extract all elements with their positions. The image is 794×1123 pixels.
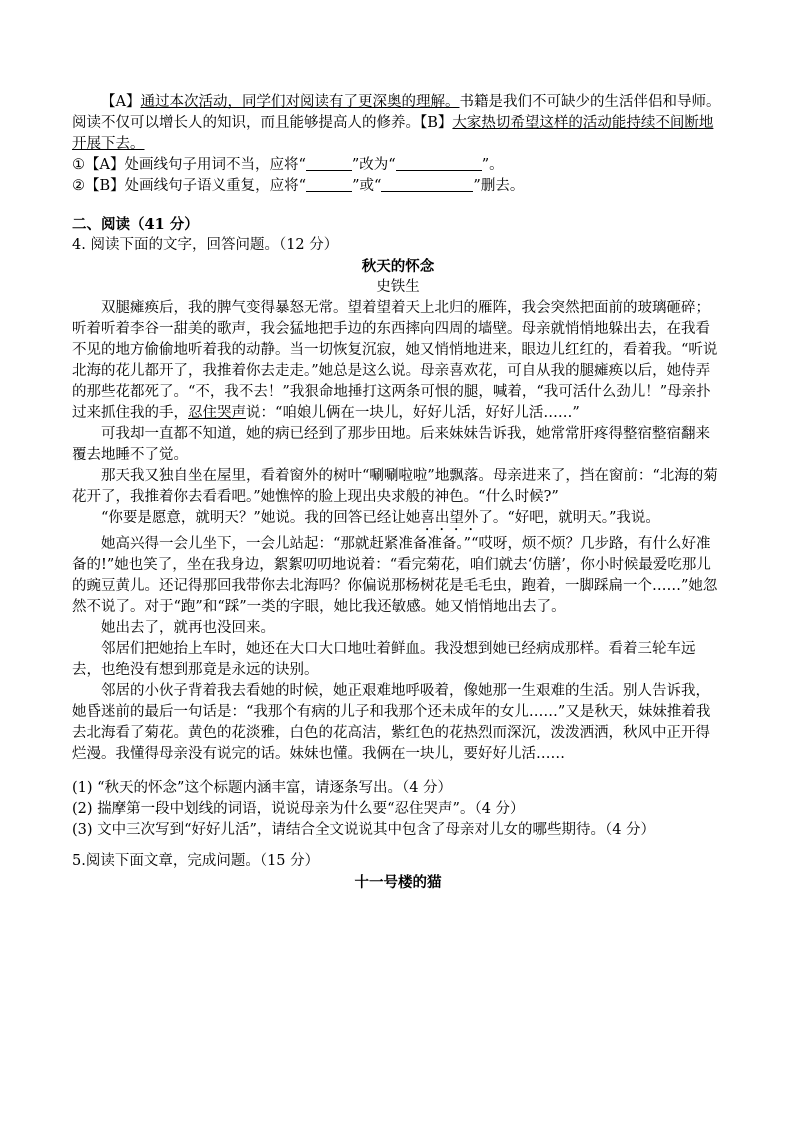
question-4-1: (1) “秋天的怀念”这个标题内涵丰富，请逐条写出。（4 分） <box>72 780 453 796</box>
section-heading: 二、阅读（41 分） <box>72 216 199 233</box>
answer-blank-2a[interactable] <box>306 177 352 192</box>
article-paragraph-2: 可我却一直都不知道，她的病已经到了那步田地。后来妹妹告诉我，她常常肝疼得整宿整宿翻来覆去地睡不了觉。 <box>72 426 710 463</box>
article-paragraph-6: 她出去了，就再也没回来。 <box>101 620 275 636</box>
document-page <box>72 92 724 893</box>
question-1-suffix: ”。 <box>481 157 504 173</box>
article-paragraph-7: 邻居们把她抬上车时，她还在大口大口地吐着鲜血。我没想到她已经病成那样。看着三轮车远去，也绝没有想到那竟是永远的诀别。 <box>72 641 696 678</box>
question-4-intro: 4. 阅读下面的文字，回答问题。（12 分） <box>72 237 339 253</box>
underlined-sentence-b: 大家热切希望这样的活动能持续不间断地开展下去。 <box>72 115 714 152</box>
question-2-mid: ”或“ <box>352 178 382 194</box>
paragraph-1-text: 双腿瘫痪后，我的脾气变得暴怒无常。望着望着天上北归的雁阵，我会突然把面前的玻璃砸碎；听着听着李谷一甜美的歌声，我会猛地把手边的东西摔向四周的墙壁。母亲就悄悄地躲出去，在我看不见的地方偷偷地听着我的动静。当一切恢复沉寂，她又悄悄地进来，眼边儿红红的，看着我。“听说北海的花儿都开了，我推着你去走走。”她总是这么说。母亲喜欢花，可自从我的腿瘫痪以后，她侍弄的那些花都死了。“不，我不去！”我狠命地捶打这两条可恨的腿，喊着，“我可活什么劲儿！”母亲扑过来抓住我的手， <box>72 300 718 421</box>
question-2-suffix: ”删去。 <box>473 178 525 194</box>
answer-blank-2b[interactable] <box>381 177 473 192</box>
article-author: 史铁生 <box>376 279 420 295</box>
question-2-prefix: ②【B】处画线句子语义重复，应将“ <box>72 178 307 194</box>
question-4-2: (2) 揣摩第一段中划线的词语，说说母亲为什么要“忍住哭声”。（4 分） <box>72 801 525 817</box>
article-title: 秋天的怀念 <box>361 258 435 275</box>
question-1-prefix: ①【A】处画线句子用词不当，应将“ <box>72 157 306 173</box>
paragraph-4-end: 了。“好吧，就明天。”我说。 <box>478 510 660 526</box>
answer-blank-1b[interactable] <box>396 156 482 171</box>
underlined-phrase: 忍住哭声 <box>188 405 246 421</box>
question-1 <box>72 155 724 176</box>
article-paragraph-1 <box>72 298 724 424</box>
spacer <box>72 841 724 851</box>
article-paragraph-4 <box>72 508 724 534</box>
question-2 <box>72 176 724 197</box>
passage-a-paragraph <box>72 92 724 155</box>
question-1-mid: ”改为“ <box>351 157 396 173</box>
article-2-title: 十一号楼的猫 <box>354 874 442 891</box>
paragraph-1-end: 说：“咱娘儿俩在一块儿，好好儿活，好好儿活……” <box>246 405 580 421</box>
question-5-intro: 5.阅读下面文章，完成问题。（15 分） <box>72 853 320 869</box>
dotted-phrase: 喜出望外 <box>420 510 479 526</box>
paragraph-4-text: “你要是愿意，就明天？”她说。我的回答已经让她 <box>101 510 421 526</box>
spacer <box>72 765 724 778</box>
underlined-sentence-a: 通过本次活动，同学们对阅读有了更深奥的理解。 <box>140 94 460 110</box>
tag-a: 【A】 <box>101 94 141 110</box>
tag-b: 【B】 <box>420 115 453 131</box>
article-paragraph-8: 邻居的小伙子背着我去看她的时候，她正艰难地呼吸着，像她那一生艰难的生活。别人告诉我，她昏迷前的最后一句话是：“我那个有病的儿子和我那个还未成年的女儿……”又是秋天，妹妹推着我去北海看了菊花。黄色的花淡雅，白色的花高洁，紫红色的花热烈而深沉，泼泼洒洒，秋风中正开得烂漫。我懂得母亲没有说完的话。妹妹也懂。我俩在一块儿，要好好儿活…… <box>72 683 711 762</box>
answer-blank-1a[interactable] <box>306 156 352 171</box>
question-4-3: (3) 文中三次写到“好好儿活”，请结合全文说说其中包含了母亲对儿女的哪些期待。（4 分） <box>72 822 656 838</box>
passage-a-middle: 书籍是我们不可缺少的生活伴侣和导师。阅读不仅可以增长人的知识，而且能够提高人的修养。 <box>72 94 721 131</box>
article-paragraph-3: 那天我又独自坐在屋里，看着窗外的树叶“唰唰啦啦”地飘落。母亲进来了，挡在窗前：“北海的菊花开了，我推着你去看看吧。”她憔悴的脸上现出央求般的神色。“什么时候?” <box>72 468 718 505</box>
article-paragraph-5: 她高兴得一会儿坐下，一会儿站起：“那就赶紧准备准备。”“哎呀，烦不烦？几步路，有什么好准备的!”她也笑了，坐在我身边，絮絮叨叨地说着：“看完菊花，咱们就去‘仿膳’，你小时候最爱吃那儿的豌豆黄儿。还记得那回我带你去北海吗？你偏说那杨树花是毛毛虫，跑着，一脚踩扁一个……”她忽然不说了。对于“跑”和“踩”一类的字眼，她比我还敏感。她又悄悄地出去了。 <box>72 536 718 615</box>
